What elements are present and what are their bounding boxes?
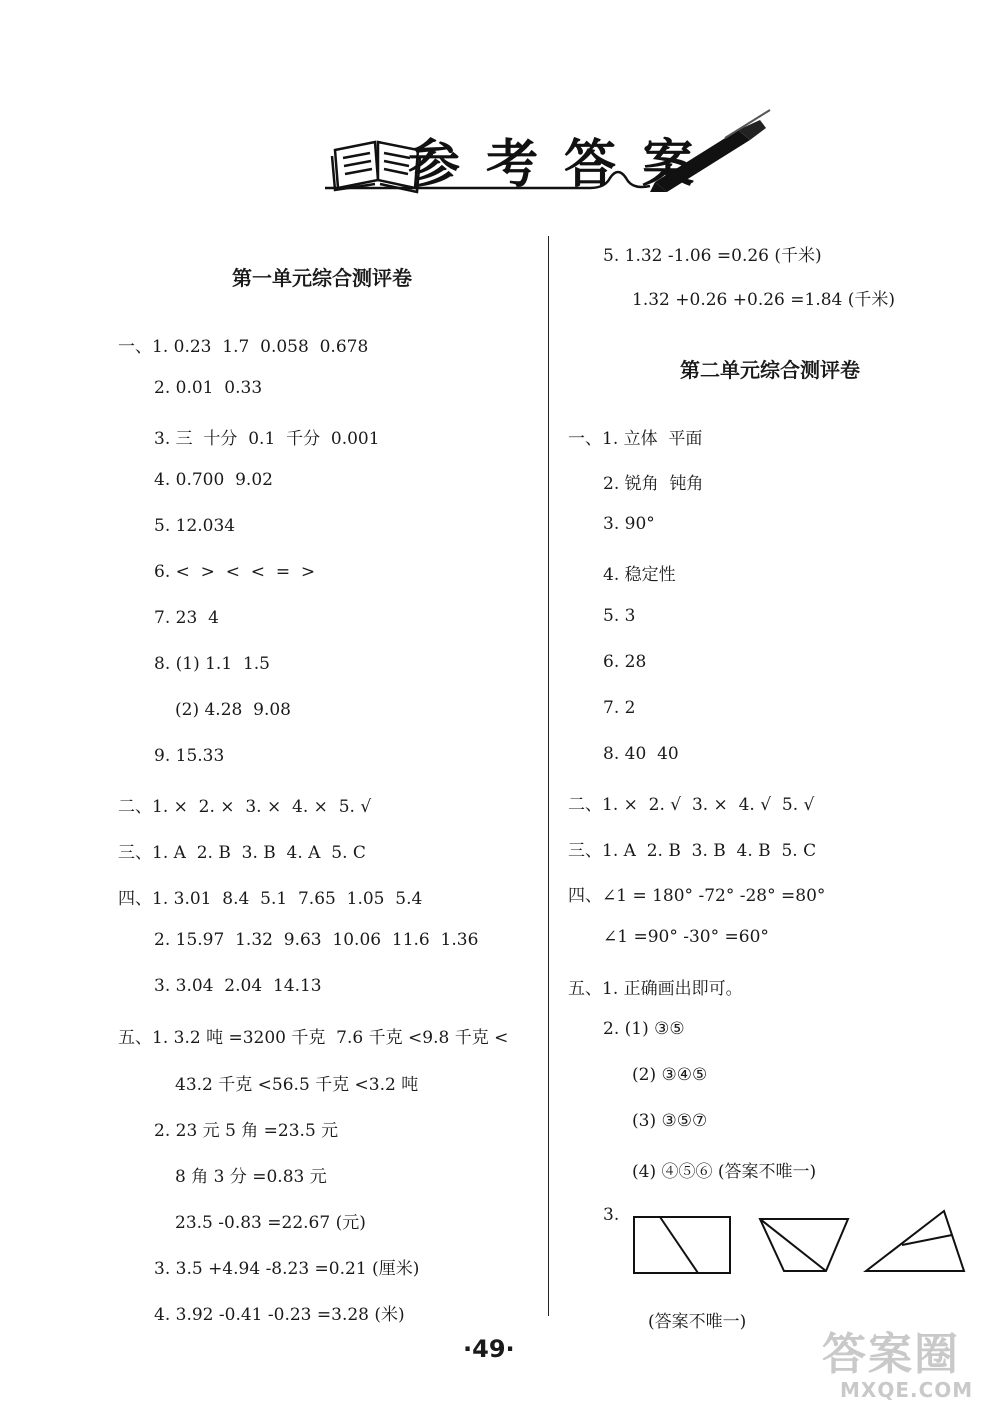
answer-line: 6. 28 [603, 652, 647, 672]
answer-line: 6. < > < < = > [154, 562, 316, 582]
answer-line: 五、1. 3.2 吨 =3200 千克 7.6 千克 <9.8 千克 < [118, 1028, 509, 1048]
rectangle-figure [634, 1217, 730, 1273]
answer-line: 3. 3.5 +4.94 -8.23 =0.21 (厘米) [154, 1259, 420, 1279]
answer-line: 8. 40 40 [603, 744, 679, 764]
answer-line: 5. 1.32 -1.06 =0.26 (千米) [603, 246, 822, 266]
answer-line: 9. 15.33 [154, 746, 225, 766]
triangle-figure [866, 1211, 964, 1271]
column-divider [548, 236, 549, 1316]
answer-line: 23.5 -0.83 =22.67 (元) [175, 1213, 366, 1233]
answer-line: 8 角 3 分 =0.83 元 [175, 1167, 327, 1187]
trapezoid-figure [760, 1219, 848, 1271]
section-title-unit-2: 第二单元综合测评卷 [680, 358, 860, 382]
answer-line: 三、1. A 2. B 3. B 4. B 5. C [568, 841, 817, 861]
answer-line: 3. 三 十分 0.1 千分 0.001 [154, 429, 380, 449]
answer-line: (4) ④⑤⑥ (答案不唯一) [632, 1162, 817, 1182]
answer-line: 4. 稳定性 [603, 565, 676, 585]
answer-line: 8. (1) 1.1 1.5 [154, 654, 270, 674]
answer-line: 四、1. 3.01 8.4 5.1 7.65 1.05 5.4 [118, 889, 423, 909]
answer-line: 43.2 千克 <56.5 千克 <3.2 吨 [175, 1075, 419, 1095]
answer-line: ∠1 =90° -30° =60° [603, 927, 769, 947]
watermark [822, 1318, 973, 1402]
answer-line: 4. 0.700 9.02 [154, 470, 273, 490]
answer-line: 一、1. 立体 平面 [568, 429, 703, 449]
answer-line: 2. 23 元 5 角 =23.5 元 [154, 1121, 339, 1141]
answer-line: 7. 23 4 [154, 608, 219, 628]
answer-line: 3. 3.04 2.04 14.13 [154, 976, 322, 996]
answer-line: 2. (1) ③⑤ [603, 1019, 685, 1039]
answer-line: 4. 3.92 -0.41 -0.23 =3.28 (米) [154, 1305, 405, 1325]
figure-caption: (答案不唯一) [648, 1312, 747, 1332]
answer-line: 四、∠1 = 180° -72° -28° =80° [568, 886, 826, 906]
page-number: ·49· [463, 1335, 515, 1363]
answer-line: 5. 3 [603, 606, 636, 626]
answer-line: 一、1. 0.23 1.7 0.058 0.678 [118, 337, 369, 357]
answer-line: 3. 90° [603, 514, 655, 534]
answer-line: 1.32 +0.26 +0.26 =1.84 (千米) [632, 290, 896, 310]
answer-line: (3) ③⑤⑦ [632, 1111, 708, 1131]
answer-line: 2. 锐角 钝角 [603, 474, 704, 494]
answer-line: 二、1. × 2. × 3. × 4. × 5. √ [118, 797, 372, 817]
answer-line: 3. [603, 1205, 620, 1225]
page-title: 参考答案 [408, 135, 721, 195]
section-title-unit-1: 第一单元综合测评卷 [232, 266, 412, 290]
watermark-url: MXQE.COM [840, 1378, 974, 1402]
watermark-logo-text: 答案圈 [822, 1329, 960, 1380]
answer-line: (2) 4.28 9.08 [175, 700, 291, 720]
answer-line: 三、1. A 2. B 3. B 4. A 5. C [118, 843, 366, 863]
answer-line: 7. 2 [603, 698, 636, 718]
answer-line: 五、1. 正确画出即可。 [568, 979, 743, 999]
geometry-figures [630, 1205, 970, 1280]
answer-line: 5. 12.034 [154, 516, 236, 536]
answer-line: 二、1. × 2. √ 3. × 4. √ 5. √ [568, 795, 815, 815]
answer-line: 2. 15.97 1.32 9.63 10.06 11.6 1.36 [154, 930, 479, 950]
right-column [550, 0, 1000, 1415]
answer-line: 2. 0.01 0.33 [154, 378, 263, 398]
answer-line: (2) ③④⑤ [632, 1065, 708, 1085]
